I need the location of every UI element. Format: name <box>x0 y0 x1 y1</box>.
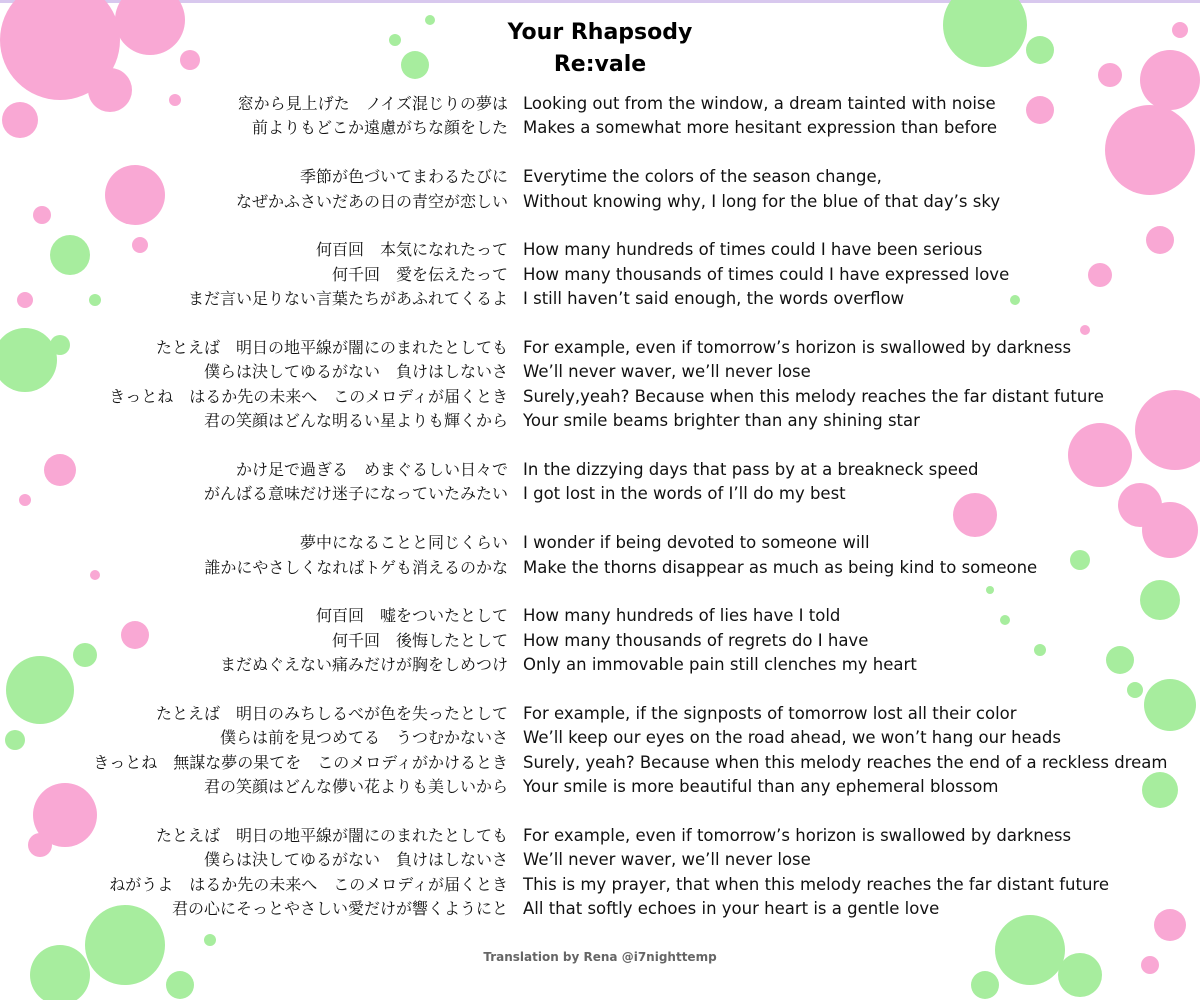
japanese-lyric: がんばる意味だけ迷子になっていたみたい <box>203 484 508 504</box>
english-lyric: We’ll keep our eyes on the road ahead, we won’t hang our heads <box>523 728 1061 748</box>
japanese-lyric: 何千回 愛を伝えたって <box>331 264 508 284</box>
lyric-line <box>0 531 1200 555</box>
english-lyric: Surely,yeah? Because when this melody reaches the far distant future <box>523 386 1104 406</box>
japanese-lyric: たとえば 明日の地平線が闇にのまれたとしても <box>155 338 508 357</box>
english-lyric: Surely, yeah? Because when this melody reaches the end of a reckless dream <box>523 752 1168 772</box>
english-lyric: How many thousands of regrets do I have <box>523 630 869 650</box>
japanese-lyric: 君の笑顔はどんな儚い花よりも美しいから <box>203 777 508 797</box>
japanese-lyric: かけ足で過ぎる めまぐるしい日々で <box>235 460 508 479</box>
japanese-lyric: まだ言い足りない言葉たちがあふれてくるよ <box>187 289 508 309</box>
english-lyric: How many hundreds of lies have I told <box>523 606 841 626</box>
english-lyric: I wonder if being devoted to someone will <box>523 533 870 553</box>
translation-credit: Translation by Rena @i7nighttemp <box>483 950 717 964</box>
english-lyric: We’ll never waver, we’ll never lose <box>523 362 811 382</box>
lyric-line <box>0 751 1200 775</box>
artist-name: Re:vale <box>553 52 647 77</box>
english-lyric: We’ll never waver, we’ll never lose <box>523 850 811 870</box>
japanese-lyric: 前よりもどこか遠慮がちな顔をした <box>251 118 508 138</box>
english-lyric: For example, even if tomorrow’s horizon is swallowed by darkness <box>523 338 1072 357</box>
lyric-line <box>0 458 1200 482</box>
japanese-lyric: きっとね はるか先の未来へ このメロディが届くとき <box>109 386 508 406</box>
english-lyric: For example, even if tomorrow’s horizon is swallowed by darkness <box>523 826 1072 845</box>
japanese-lyric: 夢中になることと同じくらい <box>299 533 508 553</box>
english-lyric: All that softly echoes in your heart is a gentle love <box>523 899 940 919</box>
japanese-lyric: 僕らは前を見つめてる うつむかないさ <box>219 728 508 748</box>
lyric-line <box>0 604 1200 628</box>
japanese-lyric: 窓から見上げた ノイズ混じりの夢は <box>237 94 508 113</box>
lyric-line <box>0 116 1200 140</box>
japanese-lyric: きっとね 無謀な夢の果てを このメロディがかけるとき <box>93 752 508 772</box>
english-lyric: Make the thorns disappear as much as being kind to someone <box>523 557 1038 577</box>
english-lyric: Looking out from the window, a dream tainted with noise <box>523 94 996 113</box>
english-lyric: I still haven’t said enough, the words overflow <box>523 289 905 309</box>
lyric-line <box>0 726 1200 750</box>
lyric-line <box>0 873 1200 897</box>
lyric-line <box>0 629 1200 653</box>
english-lyric: This is my prayer, that when this melody reaches the far distant future <box>523 874 1109 894</box>
song-title: Your Rhapsody <box>507 20 693 45</box>
japanese-lyric: たとえば 明日の地平線が闇にのまれたとしても <box>155 826 508 845</box>
lyric-line <box>0 409 1200 433</box>
lyric-line <box>0 238 1200 262</box>
japanese-lyric: 君の心にそっとやさしい愛だけが響くようにと <box>171 899 508 919</box>
japanese-lyric: 季節が色づいてまわるたびに <box>299 167 508 187</box>
english-lyric: I got lost in the words of I’ll do my best <box>523 484 846 504</box>
english-lyric: Your smile beams brighter than any shining star <box>523 411 920 431</box>
lyric-line <box>0 385 1200 409</box>
japanese-lyric: たとえば 明日のみちしるべが色を失ったとして <box>155 704 508 723</box>
lyric-line <box>0 92 1200 116</box>
english-lyric: Only an immovable pain still clenches my heart <box>523 655 917 675</box>
japanese-lyric: 僕らは決してゆるがない 負けはしないさ <box>203 362 508 382</box>
lyric-line <box>0 824 1200 848</box>
japanese-lyric: 何千回 後悔したとして <box>331 630 508 650</box>
lyric-line <box>0 556 1200 580</box>
lyric-line <box>0 165 1200 189</box>
lyric-line <box>0 287 1200 311</box>
english-lyric: Everytime the colors of the season change, <box>523 167 882 187</box>
japanese-lyric: 誰かにやさしくなればトゲも消えるのかな <box>204 557 508 577</box>
japanese-lyric: 何百回 本気になれたって <box>315 240 508 260</box>
english-lyric: In the dizzying days that pass by at a breakneck speed <box>523 460 979 479</box>
lyric-line <box>0 360 1200 384</box>
english-lyric: For example, if the signposts of tomorrow lost all their color <box>523 704 1017 723</box>
lyric-line <box>0 263 1200 287</box>
lyric-line <box>0 702 1200 726</box>
japanese-lyric: 何百回 嘘をついたとして <box>315 606 508 626</box>
lyric-line <box>0 653 1200 677</box>
lyric-line <box>0 848 1200 872</box>
english-lyric: How many hundreds of times could I have been serious <box>523 240 983 260</box>
english-lyric: Makes a somewhat more hesitant expression than before <box>523 118 997 138</box>
japanese-lyric: ねがうよ はるか先の未来へ このメロディが届くとき <box>109 874 508 894</box>
lyric-line <box>0 482 1200 506</box>
lyric-line <box>0 775 1200 799</box>
lyric-line <box>0 897 1200 921</box>
japanese-lyric: なぜかふさいだあの日の青空が恋しい <box>235 191 508 211</box>
english-lyric: Without knowing why, I long for the blue of that day’s sky <box>523 191 1001 211</box>
lyric-line <box>0 336 1200 360</box>
japanese-lyric: 僕らは決してゆるがない 負けはしないさ <box>203 850 508 870</box>
english-lyric: How many thousands of times could I have expressed love <box>523 264 1010 284</box>
lyric-line <box>0 190 1200 214</box>
japanese-lyric: まだぬぐえない痛みだけが胸をしめつけ <box>219 655 508 675</box>
english-lyric: Your smile is more beautiful than any ephemeral blossom <box>523 777 999 797</box>
japanese-lyric: 君の笑顔はどんな明るい星よりも輝くから <box>203 411 508 431</box>
